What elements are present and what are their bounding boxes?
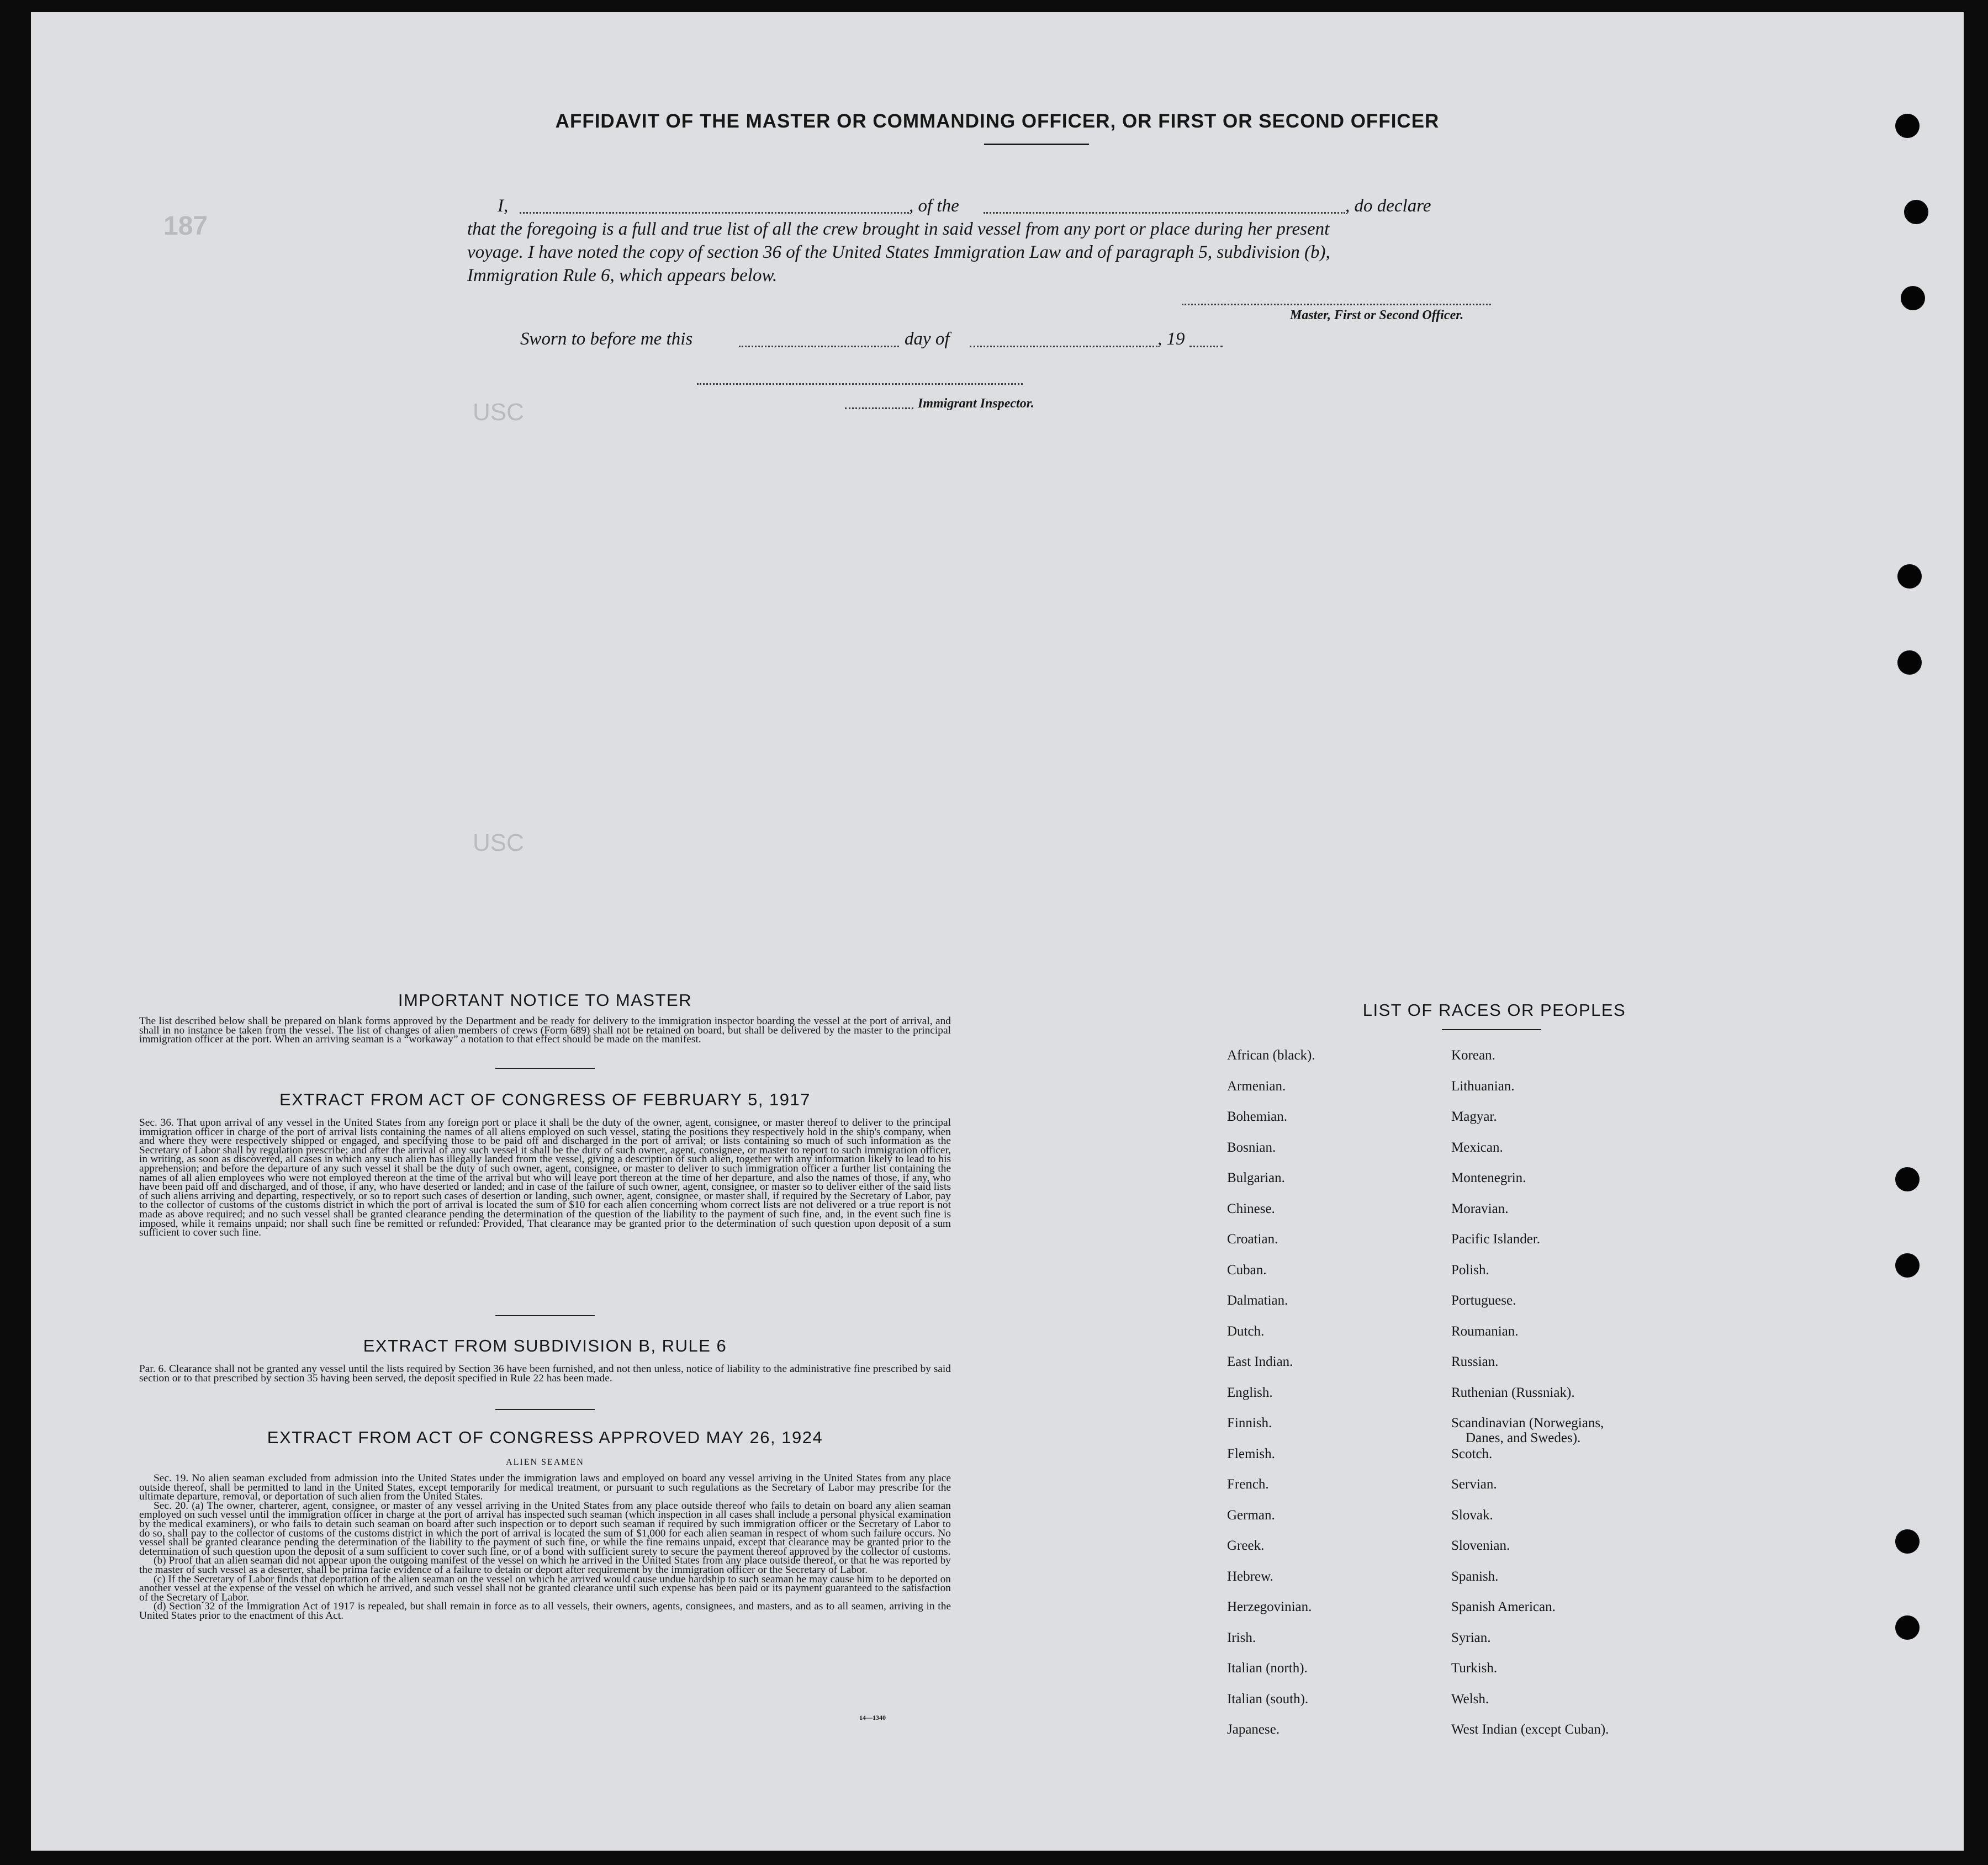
- form-number: 14—1340: [859, 1714, 886, 1721]
- rule6-body: Par. 6. Clearance shall not be granted any vessel until the lists required by Section 36 have been furnished, and not then unless, notice of liability to the administrative fine prescribed by said section or to that prescribed by section 35 having been served, the deposit specified in Rule 22 has been made.: [139, 1363, 951, 1384]
- race-item: Polish.: [1451, 1262, 1489, 1278]
- races-title: LIST OF RACES OR PEOPLES: [1362, 1000, 1626, 1020]
- race-item: Magyar.: [1451, 1109, 1497, 1124]
- affidavit-i: I,: [498, 196, 509, 216]
- stamp-mark-2: USC: [473, 829, 524, 856]
- extract-1917-body: Sec. 36. That upon arrival of any vessel in the United States from any foreign port or place it shall be the duty of the owner, agent, consignee, or master thereof to deliver to the principal immigration officer in charge of the port of arrival lists containing the names of all aliens employed on such vessel, stating the positions they respectively hold in the ship's company, when and where they were respectively shipped or engaged, and specifying those to be paid off and discharged in the port of arrival; or lists containing so much of such information as the Secretary of Labor shall by regulation prescribe; and after the arrival of any such vessel it shall be the duty of such owner, agent, consignee, or master to report to such immigration officer, in writing, as soon as discovered, all cases in which any such alien has illegally landed from the vessel, giving a description of such alien, together with any information likely to lead to his apprehension; and before the departure of any such vessel it shall be the duty of such owner, agent, consignee, or master to deliver to such immigration officer a further list containing the names of all alien employees who were not employed thereon at the time of the arrival but who will leave port thereon at the time of her departure, and also the names of those, if any, who have been paid off and discharged, and of those, if any, who have deserted or landed; and in case of the failure of such owner, agent, consignee, or master so to deliver either of the said lists of such aliens arriving and departing, respectively, or so to report such cases of desertion or landing, such owner, agent, consignee, or master shall, if required by the Secretary of Labor, pay to the collector of customs of the customs district in which the port of arrival is located the sum of $10 for each alien concerning whom correct lists are not delivered or a true report is not made as above required; and no such vessel shall be granted clearance pending the determination of the question of the liability to the payment of such fine, and, in the event such fine is imposed, while it remains unpaid; nor shall such fine be remitted or refunded: Provided, That clearance may be granted prior to the determination of such question upon deposit of a sum sufficient to cover such fine.: [139, 1117, 951, 1239]
- rule6-divider: [495, 1409, 595, 1410]
- race-item: Bulgarian.: [1227, 1170, 1285, 1185]
- race-item: Italian (north).: [1227, 1661, 1308, 1676]
- notice-title: IMPORTANT NOTICE TO MASTER: [398, 990, 692, 1010]
- sec-20b-paragraph: (b) Proof that an alien seaman did not appear upon the outgoing manifest of the vessel on which he arrived in the United States from any place outside thereof, or that he was reported by the master of such vessel as a deserter, shall be prima facie evidence of a failure to detain or deport after requirement by the immigration officer or the Secretary of Labor.: [139, 1555, 951, 1576]
- punch-hole-7: [1895, 1253, 1920, 1278]
- race-item: Servian.: [1451, 1477, 1497, 1492]
- race-item: Slovak.: [1451, 1507, 1493, 1523]
- of-the-label: , of the: [909, 196, 959, 216]
- title-underline: [984, 144, 1089, 145]
- margin-mark: 187: [163, 211, 208, 241]
- race-item: Russian.: [1451, 1354, 1499, 1369]
- race-item: French.: [1227, 1477, 1269, 1492]
- sworn-year-blank: [1189, 346, 1223, 347]
- race-item-line: Danes, and Swedes).: [1466, 1430, 1581, 1445]
- alien-seamen-subtitle: ALIEN SEAMEN: [506, 1458, 584, 1467]
- race-item: Portuguese.: [1451, 1293, 1516, 1308]
- affidavit-line-2: that the foregoing is a full and true list of all the crew brought in said vessel from any port or place during her present: [467, 219, 1330, 239]
- stamp-mark-1: USC: [473, 399, 524, 426]
- year-label: , 19: [1157, 329, 1185, 349]
- form-page: [31, 12, 1964, 1851]
- extract-1917-divider: [495, 1315, 595, 1316]
- affidavit-body: [467, 194, 1566, 287]
- race-item: Moravian.: [1451, 1201, 1509, 1216]
- race-item: Bohemian.: [1227, 1109, 1288, 1124]
- inspector-caption: Immigrant Inspector.: [918, 396, 1034, 411]
- races-right-column: [1451, 1048, 1609, 1753]
- sworn-label: Sworn to before me this: [520, 329, 693, 349]
- punch-hole-2: [1904, 200, 1928, 224]
- race-item: Lithuanian.: [1451, 1078, 1515, 1094]
- punch-hole-8: [1895, 1529, 1920, 1554]
- punch-hole-4: [1897, 564, 1922, 589]
- master-caption: Master, First or Second Officer.: [1290, 308, 1464, 322]
- race-item: Irish.: [1227, 1630, 1256, 1645]
- race-item: Korean.: [1451, 1048, 1495, 1063]
- race-item: Scotch.: [1451, 1446, 1493, 1461]
- race-item: Chinese.: [1227, 1201, 1275, 1216]
- race-item: Montenegrin.: [1451, 1170, 1526, 1185]
- race-item: Armenian.: [1227, 1078, 1286, 1094]
- race-item: Japanese.: [1227, 1722, 1280, 1737]
- master-signature-line: [1182, 304, 1491, 305]
- race-item: African (black).: [1227, 1048, 1315, 1063]
- race-item: English.: [1227, 1385, 1273, 1400]
- rule6-title: EXTRACT FROM SUBDIVISION B, RULE 6: [363, 1336, 727, 1355]
- inspector-short-line: [845, 407, 913, 409]
- extract-1924-body: [139, 1474, 951, 1621]
- sec-19-paragraph: Sec. 19. No alien seaman excluded from admission into the United States under the immigration laws and employed on board any vessel arriving in the United States from any place outside thereof, shall be permitted to land in the United States, except temporarily for medical treatment, or pursuant to such regulations as the Secretary of Labor may prescribe for the ultimate departure, removal, or deportation of such alien from the United States.: [139, 1472, 951, 1503]
- race-item: Pacific Islander.: [1451, 1232, 1541, 1247]
- affidavit-line-4: Immigration Rule 6, which appears below.: [467, 266, 778, 285]
- race-item: Cuban.: [1227, 1262, 1267, 1278]
- punch-hole-5: [1897, 650, 1922, 675]
- races-left-column: [1227, 1048, 1315, 1753]
- affidavit-line-3: voyage. I have noted the copy of section 36 of the United States Immigration Law and of paragraph 5, subdivision (b),: [467, 242, 1330, 262]
- notice-body: The list described below shall be prepared on blank forms approved by the Department and be ready for delivery to the immigration inspector boarding the vessel at the port of arrival, and shall in no instance be taken from the vessel. The list of changes of alien members of crews (Form 689) shall not be retained on board, but shall be delivered by the master to the principal immigration officer at the port. When an arriving seaman is a “workaway” a notation to that effect should be made on the manifest.: [139, 1015, 951, 1046]
- race-item: Spanish.: [1451, 1569, 1499, 1584]
- race-item: Welsh.: [1451, 1691, 1489, 1707]
- race-item: [1451, 1416, 1609, 1447]
- notice-divider: [495, 1068, 595, 1069]
- sworn-month-blank: [970, 346, 1157, 347]
- race-item: Dalmatian.: [1227, 1293, 1288, 1308]
- race-item: Ruthenian (Russniak).: [1451, 1385, 1575, 1400]
- race-item: Turkish.: [1451, 1661, 1498, 1676]
- race-item: Flemish.: [1227, 1446, 1275, 1461]
- sec-20a-paragraph: Sec. 20. (a) The owner, charterer, agent, consignee, or master of any vessel arriving in the United States from any place outside thereof who fails to detain on board any alien seaman employed on such vessel until the immigration officer in charge at the port of arrival has inspected such seaman (which inspection in all cases shall include a personal physical examination by the medical examiners), or who fails to detain such seaman on board after such inspection or to deport such seaman if required by such immigration officer or the Secretary of Labor to do so, shall pay to the collector of customs of the customs district in which the port of arrival is located the sum of $1,000 for each alien seaman in respect of whom such failure occurs. No vessel shall be granted clearance pending the determination of the liability to the payment of such fine, or while the fine remains unpaid, except that clearance may be granted prior to the determination of such question upon the deposit of a sum sufficient to cover such fine, or of a bond with sufficient surety to secure the payment thereof approved by the collector of customs.: [139, 1500, 951, 1557]
- race-item: German.: [1227, 1507, 1275, 1523]
- sec-20d-paragraph: (d) Section 32 of the Immigration Act of 1917 is repealed, but shall remain in force as to all vessels, their owners, agents, consignees, and masters, and as to all seamen, arriving in the United States prior to the enactment of this Act.: [139, 1601, 951, 1622]
- race-item: Finnish.: [1227, 1416, 1272, 1430]
- do-declare-label: , do declare: [1345, 196, 1431, 216]
- day-of-label: day of: [905, 329, 950, 349]
- extract-1924-title: EXTRACT FROM ACT OF CONGRESS APPROVED MAY 26, 1924: [267, 1428, 823, 1447]
- race-item: Italian (south).: [1227, 1691, 1309, 1707]
- race-item: Croatian.: [1227, 1232, 1278, 1247]
- race-item: Mexican.: [1451, 1140, 1503, 1155]
- punch-hole-6: [1895, 1167, 1920, 1191]
- race-item: Hebrew.: [1227, 1569, 1273, 1584]
- sworn-day-blank: [739, 346, 899, 347]
- race-item-line: Scandinavian (Norwegians,: [1451, 1416, 1604, 1430]
- affidavit-title: AFFIDAVIT OF THE MASTER OR COMMANDING OFFICER, OR FIRST OR SECOND OFFICER: [555, 110, 1440, 132]
- sec-20c-paragraph: (c) If the Secretary of Labor finds that deportation of the alien seaman on the vessel on which he arrived would cause undue hardship to such seaman he may cause him to be deported on another vessel at the expense of the vessel on which he arrived, and such vessel shall not be granted clearance until such expense has been paid or its payment guaranteed to the satisfaction of the Secretary of Labor.: [139, 1573, 951, 1603]
- race-item: Syrian.: [1451, 1630, 1491, 1645]
- vessel-blank: [984, 212, 1345, 214]
- extract-1917-title: EXTRACT FROM ACT OF CONGRESS OF FEBRUARY 5, 1917: [279, 1090, 811, 1109]
- race-item: Dutch.: [1227, 1323, 1265, 1339]
- punch-hole-9: [1895, 1615, 1920, 1640]
- punch-hole-3: [1901, 286, 1925, 310]
- race-item: Slovenian.: [1451, 1538, 1510, 1553]
- race-item: Spanish American.: [1451, 1599, 1556, 1614]
- races-underline: [1442, 1029, 1541, 1030]
- race-item: Roumanian.: [1451, 1323, 1519, 1339]
- race-item: Greek.: [1227, 1538, 1265, 1553]
- race-item: Bosnian.: [1227, 1140, 1276, 1155]
- race-item: East Indian.: [1227, 1354, 1293, 1369]
- race-item: Herzegovinian.: [1227, 1599, 1312, 1614]
- name-blank: [520, 212, 909, 214]
- inspector-signature-line: [697, 383, 1023, 385]
- race-item: West Indian (except Cuban).: [1451, 1722, 1609, 1737]
